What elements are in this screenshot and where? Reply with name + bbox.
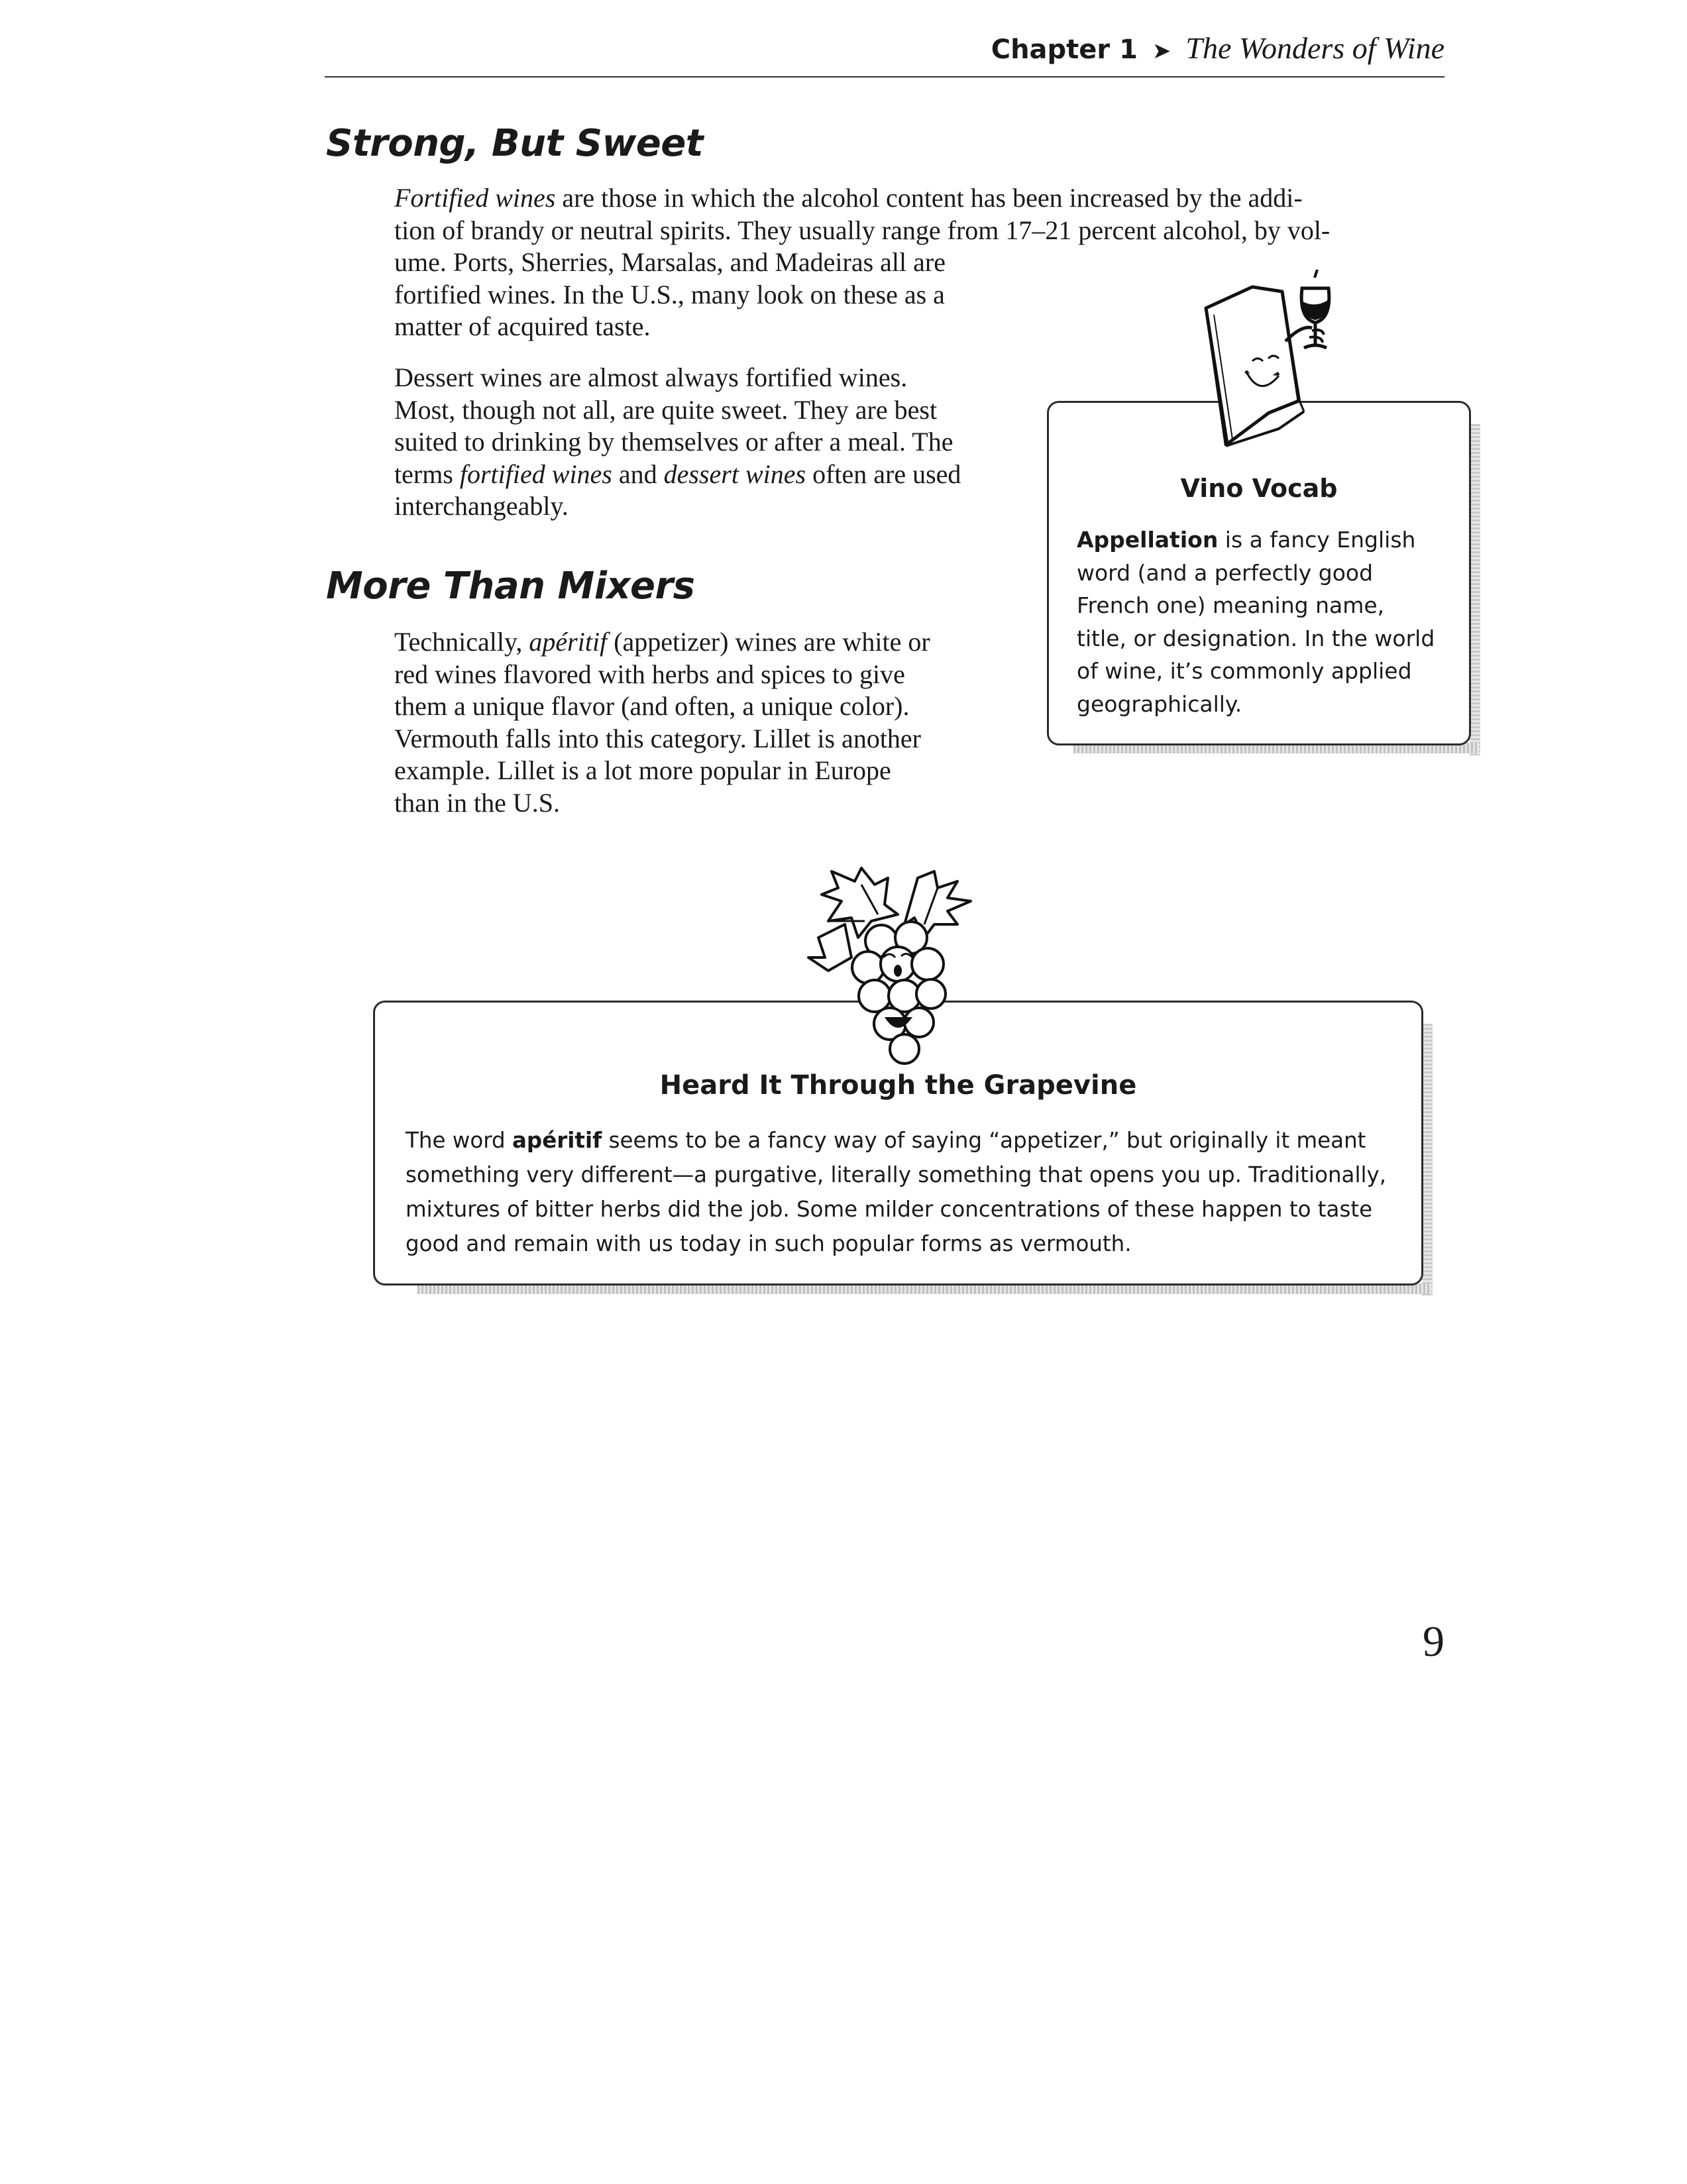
sidebar-shadow: [1470, 424, 1480, 755]
text-line: are those in which the alcohol content has been increased by the addi-: [555, 183, 1303, 213]
text-line: Technically,: [394, 627, 529, 657]
grapevine-text: [406, 1123, 1399, 1261]
arrow-right-icon: ➤: [1152, 38, 1171, 64]
text-line: is a fancy English: [1218, 527, 1416, 553]
term-fortified-wines: Fortified wines: [394, 183, 556, 213]
term-fortified-wines: fortified wines: [459, 459, 612, 489]
text-line: title, or designation. In the world: [1077, 625, 1435, 651]
text-line: French one) meaning name,: [1077, 592, 1385, 618]
text-line: fortified wines. In the U.S., many look on these as a: [394, 279, 945, 309]
text-line: often are used: [806, 459, 961, 489]
text-line: interchangeably.: [394, 491, 569, 521]
term-aperitif: apéritif: [529, 627, 608, 657]
text-line: matter of acquired taste.: [394, 311, 651, 341]
term-dessert-wines: dessert wines: [663, 459, 806, 489]
section2-paragraph-1: [394, 626, 1030, 819]
term-appellation: Appellation: [1077, 527, 1219, 553]
text-line: seems to be a fancy way of saying “appetizer,” but originally it meant: [602, 1128, 1366, 1153]
text-line: The word: [406, 1128, 512, 1153]
book-with-wineglass-icon: [1186, 262, 1358, 474]
grape-cluster-icon: [805, 858, 1004, 1067]
text-line: suited to drinking by themselves or after a meal. The: [394, 427, 953, 457]
term-aperitif: apéritif: [512, 1128, 602, 1153]
grapevine-title: Heard It Through the Grapevine: [659, 1070, 1137, 1101]
text-line: ume. Ports, Sherries, Marsalas, and Madeiras all are: [394, 247, 946, 277]
vino-vocab-title: Vino Vocab: [1180, 474, 1338, 503]
text-line: them a unique flavor (and often, a unique color).: [394, 691, 910, 721]
text-line: terms: [394, 459, 460, 489]
chapter-label: Chapter 1: [991, 34, 1138, 65]
text-line: good and remain with us today in such popular forms as vermouth.: [406, 1231, 1132, 1256]
text-line: and: [612, 459, 664, 489]
text-line: Vermouth falls into this category. Lillet is another: [394, 723, 921, 753]
chapter-title: The Wonders of Wine: [1185, 31, 1444, 65]
text-line: example. Lillet is a lot more popular in Europe: [394, 755, 891, 785]
heading-strong-but-sweet: Strong, But Sweet: [326, 122, 704, 165]
text-line: geographically.: [1077, 690, 1242, 717]
text-line: than in the U.S.: [394, 787, 560, 818]
text-line: (appetizer) wines are white or: [607, 627, 930, 657]
text-line: something very different—a purgative, literally something that opens you up. Traditionally,: [406, 1162, 1387, 1187]
text-line: tion of brandy or neutral spirits. They usually range from 17–21 percent alcohol, by vol-: [394, 215, 1331, 245]
running-header: [325, 30, 1444, 77]
header-divider: [325, 76, 1444, 78]
text-line: Most, though not all, are quite sweet. They are best: [394, 394, 938, 425]
heading-more-than-mixers: More Than Mixers: [326, 565, 695, 608]
grapevine-shadow: [1422, 1024, 1433, 1295]
text-line: red wines flavored with herbs and spices to give: [394, 659, 905, 689]
text-line: Dessert wines are almost always fortified wines.: [394, 362, 908, 392]
text-line: word (and a perfectly good: [1077, 559, 1374, 586]
section1-paragraph-2: [394, 362, 1030, 523]
text-line: mixtures of bitter herbs did the job. Some milder concentrations of these happen to taste: [406, 1197, 1373, 1222]
page-number: 9: [1423, 1617, 1444, 1666]
text-line: of wine, it’s commonly applied: [1077, 658, 1412, 684]
vino-vocab-text: [1077, 523, 1458, 720]
